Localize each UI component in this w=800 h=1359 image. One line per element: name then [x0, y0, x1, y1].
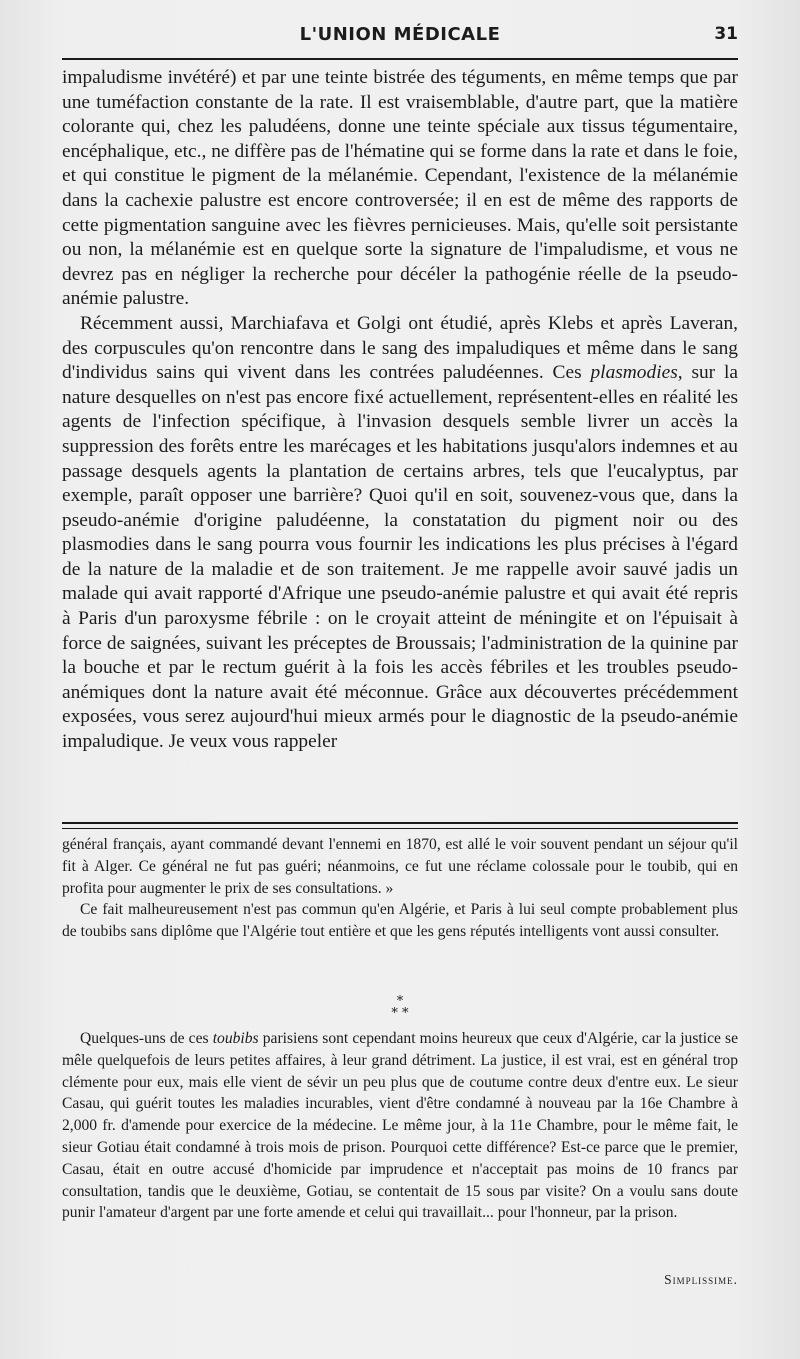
asterism-bottom: * * — [391, 1006, 409, 1021]
footnotes — [62, 834, 738, 943]
footnote-rule — [62, 822, 738, 829]
body-paragraph-2-start: Récemment aussi, Marchiafava et Golgi ont étudié, après Klebs et après Laveran, des corpuscules qu'on rencontre dans le sang des impaludiques et même dans le sang d'individus sains qui vivent dans les contrées paludéennes. Ces — [62, 312, 738, 384]
header-rule — [62, 58, 738, 60]
page-number: 31 — [714, 24, 738, 44]
footnote-continuation: général français, ayant commandé devant l'ennemi en 1870, est allé le voir souvent pendant un séjour qu'il fit à Alger. Ce général ne fut pas guéri; néanmoins, ce fut une réclame colossale pour le toubib, qui en profita pour augmenter le prix de ses consultations. » — [62, 836, 738, 897]
body-paragraph-2-rest: , sur la nature desquelles on n'est pas encore fixé actuellement, représentent-elles en réalité les agents de l'infection spécifique, à l'invasion desquels semble livrer un accès la suppression des forêts entre les marécages et les habitations jusqu'alors indemnes et au passage desquels agents la plantation de certains arbres, tels que l'eucalyptus, par exemple, paraît opposer une barrière? Quoi qu'il en soit, souvenez-vous que, dans la pseudo-anémie d'origine paludéenne, la constatation du pigment noir ou des plasmodies dans le sang pourra vous fournir les indications les plus précises à l'égard de la nature de la maladie et de son traitement. Je me rappelle avoir sauvé jadis un malade qui avait rapporté d'Afrique une pseudo-anémie palustre et qui avait été repris à Paris d'un paroxysme fébrile : on le croyait atteint de méningite et on l'épuisait à force de saignées, suivant les préceptes de Broussais; l'administration de la quinine par la bouche et par le rectum guérit à la fois les accès fébriles et les troubles pseudo-anémiques dont la nature avait été méconnue. Grâce aux découvertes précédemment exposées, vous serez aujourd'hui mieux armés pour le diagnostic de la pseudo-anémie impaludique. Je veux vous rappeler — [62, 362, 738, 753]
footnote-toubibs-start: Quelques-uns de ces — [80, 1030, 209, 1047]
footnote-paragraph-toubibs — [62, 1028, 738, 1224]
plasmodies-term: plasmodies — [590, 362, 678, 384]
running-title: L'UNION MÉDICALE — [299, 24, 501, 45]
footnotes-second-section — [62, 1028, 738, 1224]
signature: Simplissime. — [664, 1272, 738, 1287]
footnote-paragraph: Ce fait malheureusement n'est pas commun qu'en Algérie, et Paris à lui seul compte probablement plus de toubibs sans diplôme que l'Algérie tout entière et que les gens réputés intelligents vont aussi consulter. — [62, 901, 738, 941]
asterism-top: * — [396, 994, 404, 1009]
footnote-toubibs-rest: parisiens sont cependant moins heureux que ceux d'Algérie, car la justice se mêle quelquefois de leurs petites affaires, à leur grand détriment. La justice, il est vrai, est en général trop clémente pour eux, mais elle vient de sévir un peu plus que de coutume contre deux d'entre eux. Le sieur Casau, qui guérit toutes les maladies incurables, vient d'être condamné à nouveau par la 16e Chambre à 2,000 fr. d'amende pour exercice de la médecine. Le même jour, à la 11e Chambre, pour le même fait, le sieur Gotiau était condamné à trois mois de prison. Pourquoi cette différence? Est-ce parce que le premier, Casau, était en outre accusé d'homicide par imprudence et n'acceptait pas moins de 10 francs par consultation, tandis que le deuxième, Gotiau, se contentait de 15 sous par visite? On a voulu sans doute punir l'amateur d'argent par une forte amende et celui qui travaillait... pour l'honneur, par la prison. — [62, 1030, 739, 1222]
main-text — [62, 66, 738, 755]
asterism — [0, 996, 800, 1020]
body-paragraph-1: impaludisme invétéré) et par une teinte bistrée des téguments, en même temps que par une tuméfaction constante de la rate. Il est vraisemblable, d'autre part, que la matière colorante qui, chez les paludéens, donne une teinte spéciale aux tissus tégumentaire, encéphalique, etc., ne diffère pas de l'hématine qui se forme dans la rate et dans le foie, et qui constitue le pigment de la mélanémie. Cependant, l'existence de la mélanémie dans la cachexie palustre est encore controversée; il en est de même des rapports de cette pigmentation sanguine avec les fièvres pernicieuses. Mais, qu'elle soit persistante ou non, la mélanémie est en quelque sorte la signature de l'impaludisme, et vous ne devrez pas en négliger la recherche pour décéler la pathogénie réelle de la pseudo-anémie palustre. — [62, 67, 738, 310]
body-paragraph-2 — [62, 312, 738, 755]
toubibs-term: toubibs — [212, 1030, 259, 1047]
page-header — [62, 24, 738, 54]
